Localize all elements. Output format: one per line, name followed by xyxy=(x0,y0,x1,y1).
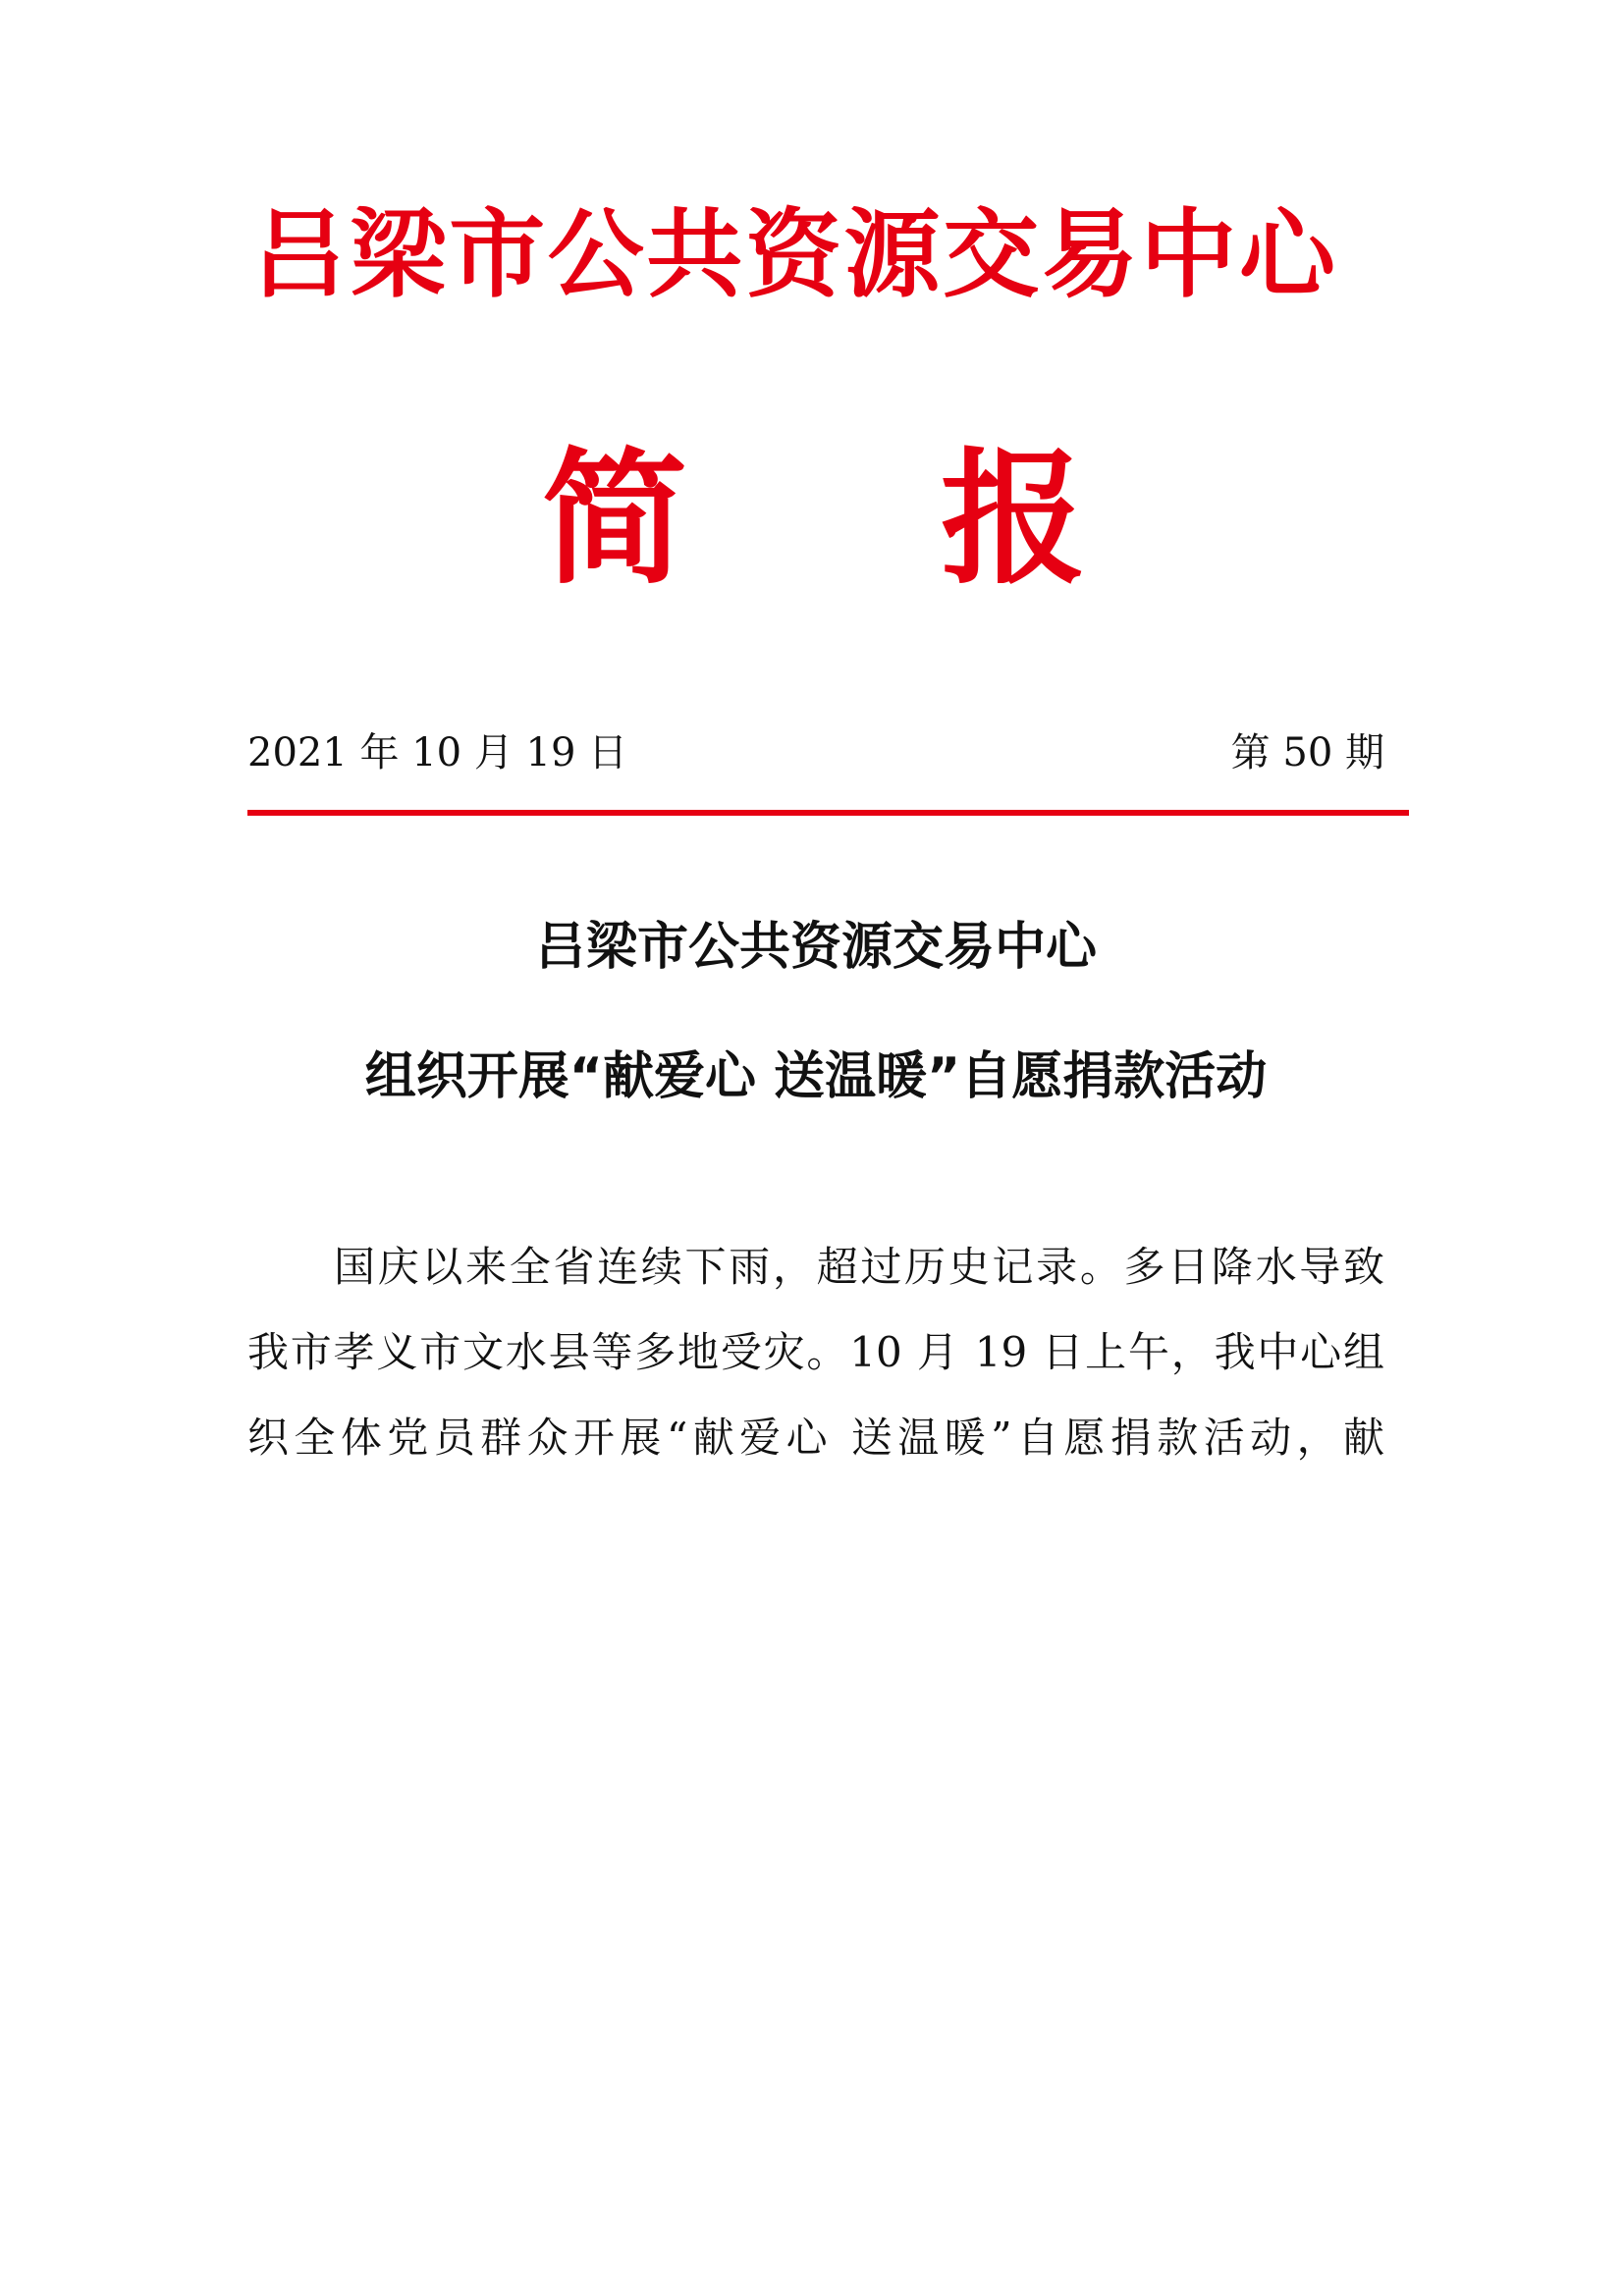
article-title-line-2: 组织开展“献爱心 送温暖”自愿捐款活动 xyxy=(364,1047,1268,1106)
body-text-line-1: 国庆以来全省连续下雨，超过历史记录。多日降水导致 xyxy=(334,1243,1384,1291)
article-title-line-1: 吕梁市公共资源交易中心 xyxy=(534,918,1097,977)
body-text-line-2: 我市孝义市文水县等多地受灾。10 月 19 日上午，我中心组 xyxy=(247,1328,1384,1376)
issue-date: 2021 年 10 月 19 日 xyxy=(247,730,628,775)
issue-number: 第 50 期 xyxy=(1230,730,1384,775)
doc-type-char-2: 报 xyxy=(941,433,1086,604)
organization-header: 吕梁市公共资源交易中心 xyxy=(251,198,1335,311)
body-text-line-3: 织全体党员群众开展“献爱心 送温暖”自愿捐款活动，献 xyxy=(247,1414,1384,1462)
header-divider xyxy=(247,810,1409,816)
doc-type-char-1: 简 xyxy=(542,433,687,604)
